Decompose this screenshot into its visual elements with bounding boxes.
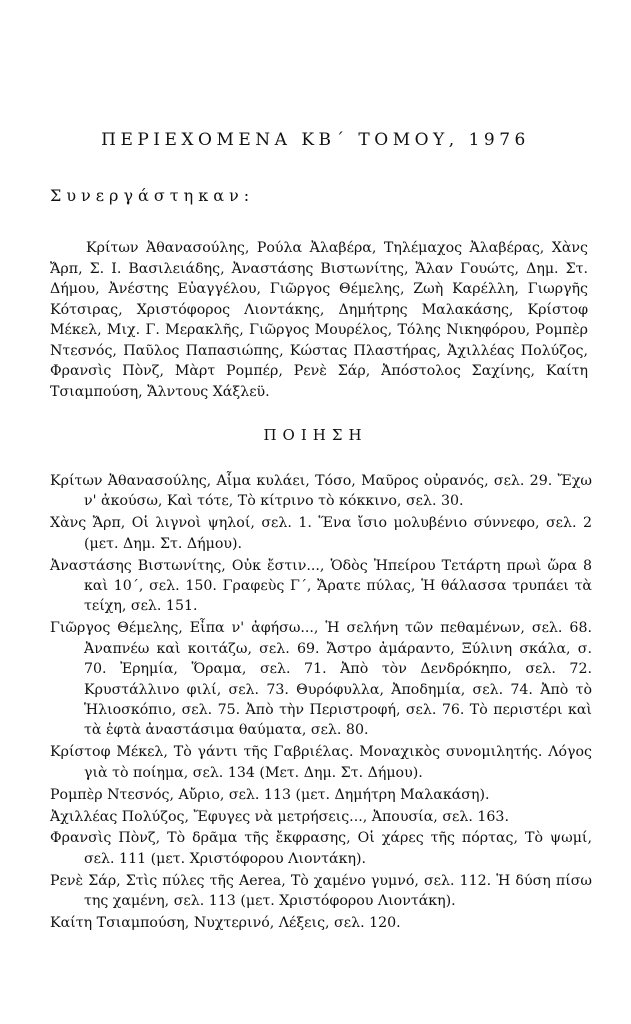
list-item bbox=[50, 785, 592, 805]
entry-works: Τὸ δρᾶμα τῆς ἔκφρασης, Οἱ χάρες τῆς πόρτας, Τὸ ψωμί, σελ. 111 (μετ. Χριστόφορου Λιοντάκη). bbox=[84, 830, 592, 867]
list-item bbox=[50, 618, 592, 740]
list-item bbox=[50, 913, 592, 933]
entry-works: Αἷμα κυλάει, Τόσο, Μαῦρος οὐρανός, σελ. 29. Ἔχω ν' ἀκούσω, Καὶ τότε, Τὸ κίτρινο τὸ κόκκινο, σελ. 30. bbox=[84, 473, 592, 510]
entry-author: Ρομπὲρ Ντεσνός, bbox=[50, 786, 175, 803]
entry-works: Ἔφυγες νὰ μετρήσεις..., Ἀπουσία, σελ. 163. bbox=[193, 808, 509, 825]
list-item bbox=[50, 871, 592, 912]
entry-author: Κρίτων Ἀθανασούλης, bbox=[50, 473, 212, 489]
list-item bbox=[50, 513, 592, 554]
entry-author: Ρενὲ Σάρ, bbox=[50, 872, 121, 889]
entry-author: Κρίστοφ Μέκελ, bbox=[50, 744, 168, 761]
poetry-entries bbox=[50, 471, 592, 935]
entry-author: Γιῶργος Θέμελης, bbox=[50, 620, 183, 637]
entry-works: Αὔριο, σελ. 113 (μετ. Δημήτρη Μαλακάση). bbox=[178, 786, 490, 803]
entry-works: Στὶς πύλες τῆς Aerea, Τὸ χαμένο γυμνό, σελ. 112. Ἡ δύση πίσω της χαμένη, σελ. 113 (μετ. Χριστόφορου Λιοντάκη). bbox=[84, 872, 593, 910]
entry-works: Τὸ γάντι τῆς Γαβριέλας. Μοναχικὸς συνομιλητής. Λόγος γιὰ τὸ ποίημα, σελ. 134 (Μετ. Δημ. Στ. Δήμου). bbox=[84, 744, 592, 781]
list-item bbox=[50, 742, 592, 783]
list-item bbox=[50, 471, 592, 512]
section-heading: ΠΟΙΗΣΗ bbox=[263, 426, 368, 444]
contributors-list: Κρίτων Ἀθανασούλης, Ρούλα Ἀλαβέρα, Τηλέμαχος Ἀλαβέρας, Χὰνς Ἄρπ, Σ. Ι. Βασιλειάδης, Ἀναστάσης Βιστωνίτης, Ἄλαν Γουώτς, Δημ. Στ. Δήμου, Ἀνέστης Εὐαγγέλου, Γιῶργος Θέμελης, Ζωὴ Καρέλλη, Γιωργῆς Κότσιρας, Χριστόφορος Λιοντάκης, Δημήτρης Μαλακάσης, Κρίστοφ Μέκελ, Μιχ. Γ. Μερακλῆς, Γιῶργος Μουρέλος, Τόλης Νικηφόρου, Ρομπὲρ Ντεσνός, Παῦλος Παπασιώπης, Κώστας Πλαστήρας, Ἀχιλλέας Πολύζος, Φρανσὶς Πὸνζ, Μὰρτ Ρομπέρ, Ρενὲ Σάρ, Ἀπόστολος Σαχίνης, Καίτη Τσιαμπούση, Ἄλντους Χάξλεϋ. bbox=[50, 240, 588, 400]
entry-author: Καίτη Τσιαμπούση, bbox=[50, 915, 190, 932]
contributors-heading: Συνεργάστηκαν: bbox=[50, 186, 255, 205]
entry-works: Νυχτερινό, Λέξεις, σελ. 120. bbox=[193, 915, 401, 932]
entry-works: Οὐκ ἔστιν..., Ὁδὸς Ἠπείρου Τετάρτη πρωὶ ὥρα 8 καὶ 10΄, σελ. 150. Γραφεὺς Γ΄, Ἄρατε πύλας, Ἡ θάλασσα τρυπάει τὰ τείχη, σελ. 151. bbox=[84, 557, 593, 615]
entry-author: Χὰνς Ἄρπ, bbox=[50, 515, 126, 532]
entry-author: Ἀναστάσης Βιστωνίτης, bbox=[50, 557, 226, 574]
entry-author: Φρανσὶς Πὸνζ, bbox=[50, 830, 161, 847]
entry-works: Οἱ λιγνοὶ ψηλοί, σελ. 1. Ἕνα ἴσιο μολυβένιο σύννεφο, σελ. 2 (μετ. Δημ. Στ. Δήμου). bbox=[84, 515, 592, 552]
list-item bbox=[50, 828, 592, 869]
list-item bbox=[50, 556, 592, 617]
entry-works: Εἶπα ν' ἀφήσω..., Ἡ σελήνη τῶν πεθαμένων, σελ. 68. Ἀναπνέω καὶ κοιτάζω, σελ. 69. Ἄστρο ἀμάραντο, Ξύλινη σκάλα, σ. 70. Ἐρημία, Ὅραμα, σελ. 71. Ἀπὸ τὸν Δενδρόκηπο, σελ. 72. Κρυστάλλινο φιλί, σελ. 73. Θυρόφυλλα, Ἀποδημία, σελ. 74. Ἀπὸ τὸ Ἡλιοσκόπιο, σελ. 75. Ἀπὸ τὴν Περιστροφή, σελ. 76. Τὸ περιστέρι καὶ τὰ ἑφτὰ ἀναστάσιμα θαύματα, σελ. 80. bbox=[84, 620, 592, 739]
page-title: ΠΕΡΙΕΧΟΜΕΝΑ ΚΒ΄ ΤΟΜΟΥ, 1976 bbox=[101, 130, 530, 150]
list-item bbox=[50, 807, 592, 827]
entry-author: Ἀχιλλέας Πολύζος, bbox=[50, 808, 189, 825]
